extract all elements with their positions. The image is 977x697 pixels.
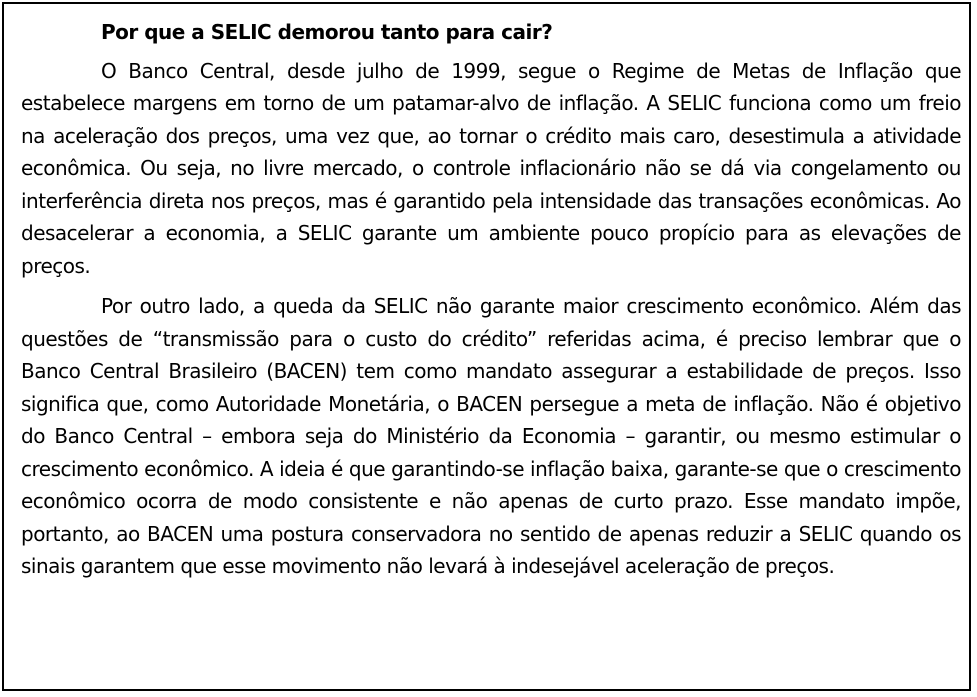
paragraph-2: Por outro lado, a queda da SELIC não garante maior crescimento econômico. Além das questões de “transmissão para o custo do crédito” referidas acima, é preciso lembrar que o Banco Central Brasileiro (BACEN) tem como mandato assegurar a estabilidade de preços. Isso significa que, como Autoridade Monetária, o BACEN persegue a meta de inflação. Não é objetivo do Banco Central – embora seja do Ministério da Economia – garantir, ou mesmo estimular o crescimento econômico. A ideia é que garantindo-se inflação baixa, garante-se que o crescimento econômico ocorra de modo consistente e não apenas de curto prazo. Esse mandato impõe, portanto, ao BACEN uma postura conservadora no sentido de apenas reduzir a SELIC quando os sinais garantem que esse movimento não levará à indesejável aceleração de preços. — [21, 294, 961, 578]
text-box-frame — [2, 2, 971, 691]
paragraph-1: O Banco Central, desde julho de 1999, segue o Regime de Metas de Inflação que estabelece margens em torno de um patamar-alvo de inflação. A SELIC funciona como um freio na aceleração dos preços, uma vez que, ao tornar o crédito mais caro, desestimula a atividade econômica. Ou seja, no livre mercado, o controle inflacionário não se dá via congelamento ou interferência direta nos preços, mas é garantido pela intensidade das transações econômicas. Ao desacelerar a economia, a SELIC garante um ambiente pouco propício para as elevações de preços. — [21, 58, 961, 278]
text-box-content — [21, 16, 961, 591]
document-title: Por que a SELIC demorou tanto para cair? — [101, 20, 553, 44]
